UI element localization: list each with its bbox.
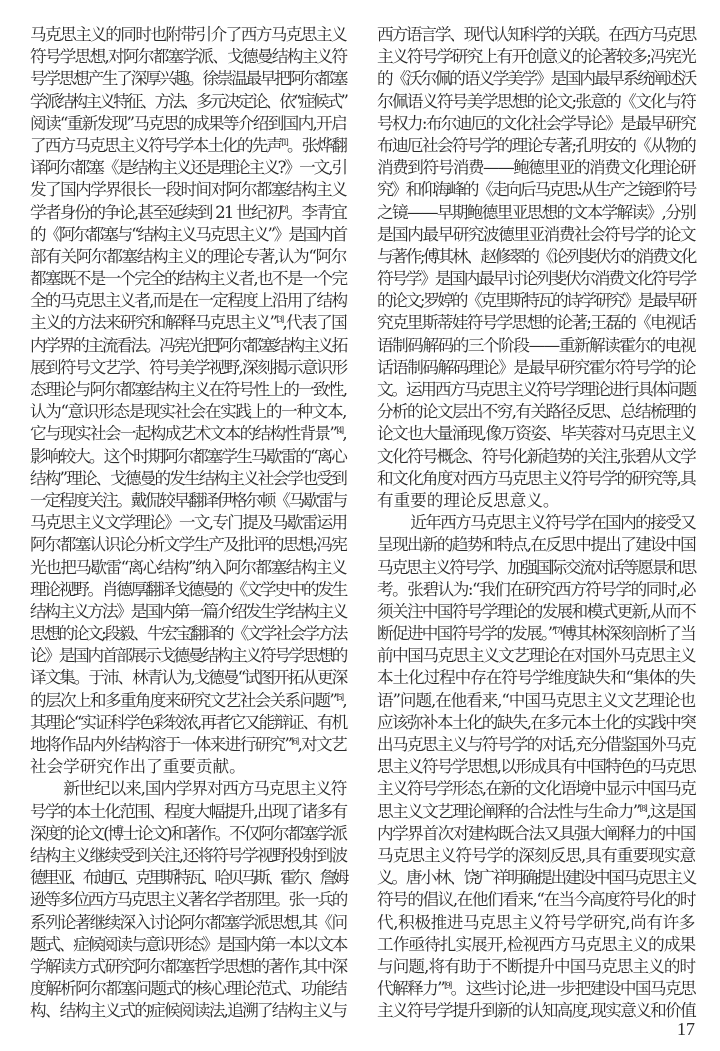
text-line: 文化符号概念、符号化新趋势的关注,张碧从文学 xyxy=(377,446,695,466)
citation-ref: [1] xyxy=(281,137,287,147)
citation-ref: [9] xyxy=(444,981,451,991)
text-line: 之镜——早期鲍德里亚思想的文本学解读》,分别 xyxy=(377,202,695,222)
text-line: 布迪厄社会符号学的理论专著;孔明安的《从物的 xyxy=(377,135,695,155)
text-line: 构、结构主义式的症候阅读法,追溯了结构主义与 xyxy=(30,1001,347,1021)
text-line: 文。运用西方马克思主义符号学理论进行具体问题 xyxy=(377,380,695,399)
text-line: 工作亟待扎实展开,检视西方马克思主义的成果 xyxy=(377,934,696,954)
text-line: 和文化角度对西方马克思主义符号学的研究等,具 xyxy=(377,468,695,488)
page-number: 17 xyxy=(677,1019,695,1039)
text-line: 论文也大量涌现,像万资姿、毕芙蓉对马克思主义 xyxy=(377,424,695,444)
text-line: 与著作;傅其林、赵修翠的《论列斐伏尔的消费文化 xyxy=(377,246,695,266)
text-line: 光也把马歇雷“离心结构”纳入阿尔都塞结构主义 xyxy=(30,557,346,577)
text-line: 马克思主义符号学的深刻反思,具有重要现实意 xyxy=(377,845,696,865)
text-line: 都塞既不是一个完全的结构主义者,也不是一个完 xyxy=(30,269,347,289)
text-line: 度解析阿尔都塞问题式的核心理论范式、功能结 xyxy=(30,979,346,999)
text-line: 近年西方马克思主义符号学在国内的接受又 xyxy=(410,513,696,533)
text-line: 究》和仰海峰的《走向后马克思:从生产之镜到符号 xyxy=(377,180,695,200)
text-line: 发了国内学界很长一段时间对阿尔都塞结构主义 xyxy=(30,180,346,200)
text-line: 全的马克思主义者,而是在一定程度上沿用了结构 xyxy=(30,291,347,311)
text-line: 译阿尔都塞《是结构主义还是理论主义?》一文,引 xyxy=(30,158,346,178)
citation-ref: [4] xyxy=(336,426,343,436)
text-line: 符号的倡议,在他们看来,“在当今高度符号化的时 xyxy=(377,890,695,910)
text-line: 消费到符号消费——鲍德里亚的消费文化理论研 xyxy=(377,158,695,178)
text-line: 号权力:布尔迪厄的文化社会学导论》是最早研究 xyxy=(377,113,695,133)
text-line: 语”问题,在他看来,“中国马克思主义文艺理论也 xyxy=(377,690,695,710)
text-line: 思想的论文;段毅、牛宏宝翻译的《文学社会学方法 xyxy=(30,624,346,644)
text-line: 思主义文艺理论阐释的合法性与生命力”[8],这是国 xyxy=(377,801,695,821)
text-line: 阿尔都塞认识论分析文学生产及批评的思想;冯宪 xyxy=(30,535,346,555)
text-line: 主义符号学提升到新的认知高度,现实意义和价值 xyxy=(377,1001,695,1021)
text-line: 义。唐小林、饶广祥明确提出建设中国马克思主义 xyxy=(377,868,695,888)
text-line: 了西方马克思主义符号学本土化的先声[1]。张烨翻 xyxy=(30,135,347,155)
text-line: 译文集。于沛、林青认为,戈德曼“试图开拓从更深 xyxy=(30,668,347,688)
text-line: 出马克思主义与符号学的对话,充分借鉴国外马克 xyxy=(377,735,695,754)
citation-ref: [3] xyxy=(276,315,283,325)
text-line: 部有关阿尔都塞结构主义的理论专著,认为“阿尔 xyxy=(30,246,346,266)
text-line: 号学的本土化范围、程度大幅提升,出现了诸多有 xyxy=(30,801,347,821)
text-line: 学者身份的争论,甚至延续到 21 世纪初[2]。李青宜 xyxy=(30,202,346,222)
text-line: 展到符号文艺学、符号美学视野,深刻揭示意识形 xyxy=(30,357,347,377)
citation-ref: [8] xyxy=(639,803,647,813)
text-line: 学解读方式研究阿尔都塞哲学思想的著作,其中深 xyxy=(30,956,347,976)
text-line: 态理论与阿尔都塞结构主义在符号性上的一致性, xyxy=(30,380,347,399)
text-line: 的层次上和多重角度来研究文艺社会关系问题”[5], xyxy=(30,690,346,710)
text-line: 马克思主义符号学、加强国际交流对话等愿景和思 xyxy=(377,557,695,577)
text-line: 代,积极推进马克思主义符号学研究,尚有许多 xyxy=(377,912,695,932)
text-line: 分析的论文层出不穷,有关路径反思、总结梳理的 xyxy=(377,402,695,422)
text-line: 新世纪以来,国内学界对西方马克思主义符 xyxy=(63,779,347,799)
text-line: 符号学思想,对阿尔都塞学派、戈德曼结构主义符 xyxy=(30,47,347,67)
text-line: 系列论著继续深入讨论阿尔都塞学派思想,其《问 xyxy=(30,912,347,932)
text-line: 西方语言学、现代认知科学的关联。在西方马克思 xyxy=(377,25,695,44)
citation-ref: [5] xyxy=(336,692,343,702)
text-line: 德里亚、布迪厄、克里斯特瓦、哈贝马斯、霍尔、詹姆 xyxy=(30,868,346,888)
text-line: 阅读“重新发现”马克思的成果等介绍到国内,开启 xyxy=(30,113,346,133)
text-line: 其理论“实证科学色彩较浓,再者它又能辩证、有机 xyxy=(30,712,347,732)
text-line: 马克思主义的同时也附带引介了西方马克思主义 xyxy=(30,25,346,44)
text-line: 内学界首次对建构既合法又具强大阐释力的中国 xyxy=(377,823,695,843)
text-line: 究克里斯蒂娃符号学思想的论著;王磊的《电视话 xyxy=(377,313,695,333)
citation-ref: [7] xyxy=(554,626,561,636)
text-line: 考。张碧认为:“我们在研究西方符号学的同时,必 xyxy=(377,579,695,599)
text-line: 逊等多位西方马克思主义著名学者那里。张一兵的 xyxy=(30,890,346,910)
text-line: 学派结构主义特征、方法、多元决定论、依“症候式” xyxy=(30,91,346,111)
text-line: 结构主义继续受到关注,还将符号学视野投射到波 xyxy=(30,845,347,865)
text-line: 马克思主义文学理论》一文,专门提及马歇雷运用 xyxy=(30,513,347,533)
text-line: 认为“意识形态是现实社会在实践上的一种文本, xyxy=(30,402,346,422)
text-line: 话语制码解码理论》是最早研究霍尔符号学的论 xyxy=(377,357,695,377)
text-line: 语制码解码的三个阶段——重新解读霍尔的电视 xyxy=(377,335,695,355)
text-line: 影响较大。这个时期阿尔都塞学生马歇雷的“离心 xyxy=(30,446,346,466)
text-line: 的《沃尔佩的语义学美学》是国内最早系统阐述沃 xyxy=(377,69,695,89)
text-line: 内学界的主流看法。冯宪光把阿尔都塞结构主义拓 xyxy=(30,335,346,355)
text-line: 主义符号学研究上有开创意义的论著较多;冯宪光 xyxy=(377,47,695,67)
text-line: 它与现实社会一起构成艺术文本的结构性背景”[4], xyxy=(30,424,346,444)
text-line: 深度的论文(博士论文)和著作。不仅阿尔都塞学派 xyxy=(30,823,346,843)
text-line: 符号学》是国内最早讨论列斐伏尔消费文化符号学 xyxy=(377,269,695,289)
text-line: 主义的方法来研究和解释马克思主义”[3],代表了国 xyxy=(30,313,346,333)
text-line: 断促进中国符号学的发展。”[7]傅其林深刻剖析了当 xyxy=(377,624,695,644)
text-line: 的论文;罗婷的《克里斯特瓦的诗学研究》是最早研 xyxy=(377,291,695,311)
text-line: 地将作品内外结构溶于一体来进行研究”[6],对文艺 xyxy=(30,735,346,754)
text-line: 题式、症候阅读与意识形态》是国内第一本以文本 xyxy=(30,934,346,954)
text-line: 主义符号学形态,在新的文化语境中显示中国马克 xyxy=(377,779,695,799)
text-line: 与问题,将有助于不断提升中国马克思主义的时 xyxy=(377,956,696,976)
text-line: 代解释力”[9]。这些讨论,进一步把建设中国马克思 xyxy=(377,979,696,999)
text-line: 论》是国内首部展示戈德曼结构主义符号学思想的 xyxy=(30,646,346,666)
citation-ref: [6] xyxy=(291,737,298,746)
text-line: 一定程度关注。戴侃较早翻译伊格尔顿《马歇雷与 xyxy=(30,490,346,510)
text-line: 结构”理论、戈德曼的发生结构主义社会学也受到 xyxy=(30,468,346,488)
text-line: 社会学研究作出了重要贡献。 xyxy=(30,757,246,777)
text-line: 结构主义方法》是国内第一篇介绍发生学结构主义 xyxy=(30,601,346,621)
text-line: 前中国马克思主义文艺理论在对国外马克思主义 xyxy=(377,646,695,666)
left-text-column xyxy=(30,24,346,1022)
text-line: 的《阿尔都塞与“结构主义马克思主义”》是国内首 xyxy=(30,224,346,244)
text-line: 是国内最早研究波德里亚消费社会符号学的论文 xyxy=(377,224,695,244)
text-line: 思主义符号学思想,以形成具有中国特色的马克思 xyxy=(377,757,695,777)
right-text-column xyxy=(377,24,695,1022)
text-line: 呈现出新的趋势和特点,在反思中提出了建设中国 xyxy=(377,535,695,555)
text-line: 本土化过程中存在符号学维度缺失和“集体的失 xyxy=(377,668,695,688)
citation-ref: [2] xyxy=(280,204,287,214)
text-line: 理论视野。肖德厚翻译戈德曼的《文学史中的发生 xyxy=(30,579,346,599)
text-line: 尔佩语义符号美学思想的论文;张意的《文化与符 xyxy=(377,91,695,111)
text-line: 有重要的理论反思意义。 xyxy=(377,490,560,510)
text-line: 须关注中国符号学理论的发展和模式更新,从而不 xyxy=(377,601,695,621)
text-line: 号学思想产生了深厚兴趣。徐崇温最早把阿尔都塞 xyxy=(30,69,346,89)
text-line: 应该弥补本土化的缺失,在多元本土化的实践中突 xyxy=(377,712,695,732)
